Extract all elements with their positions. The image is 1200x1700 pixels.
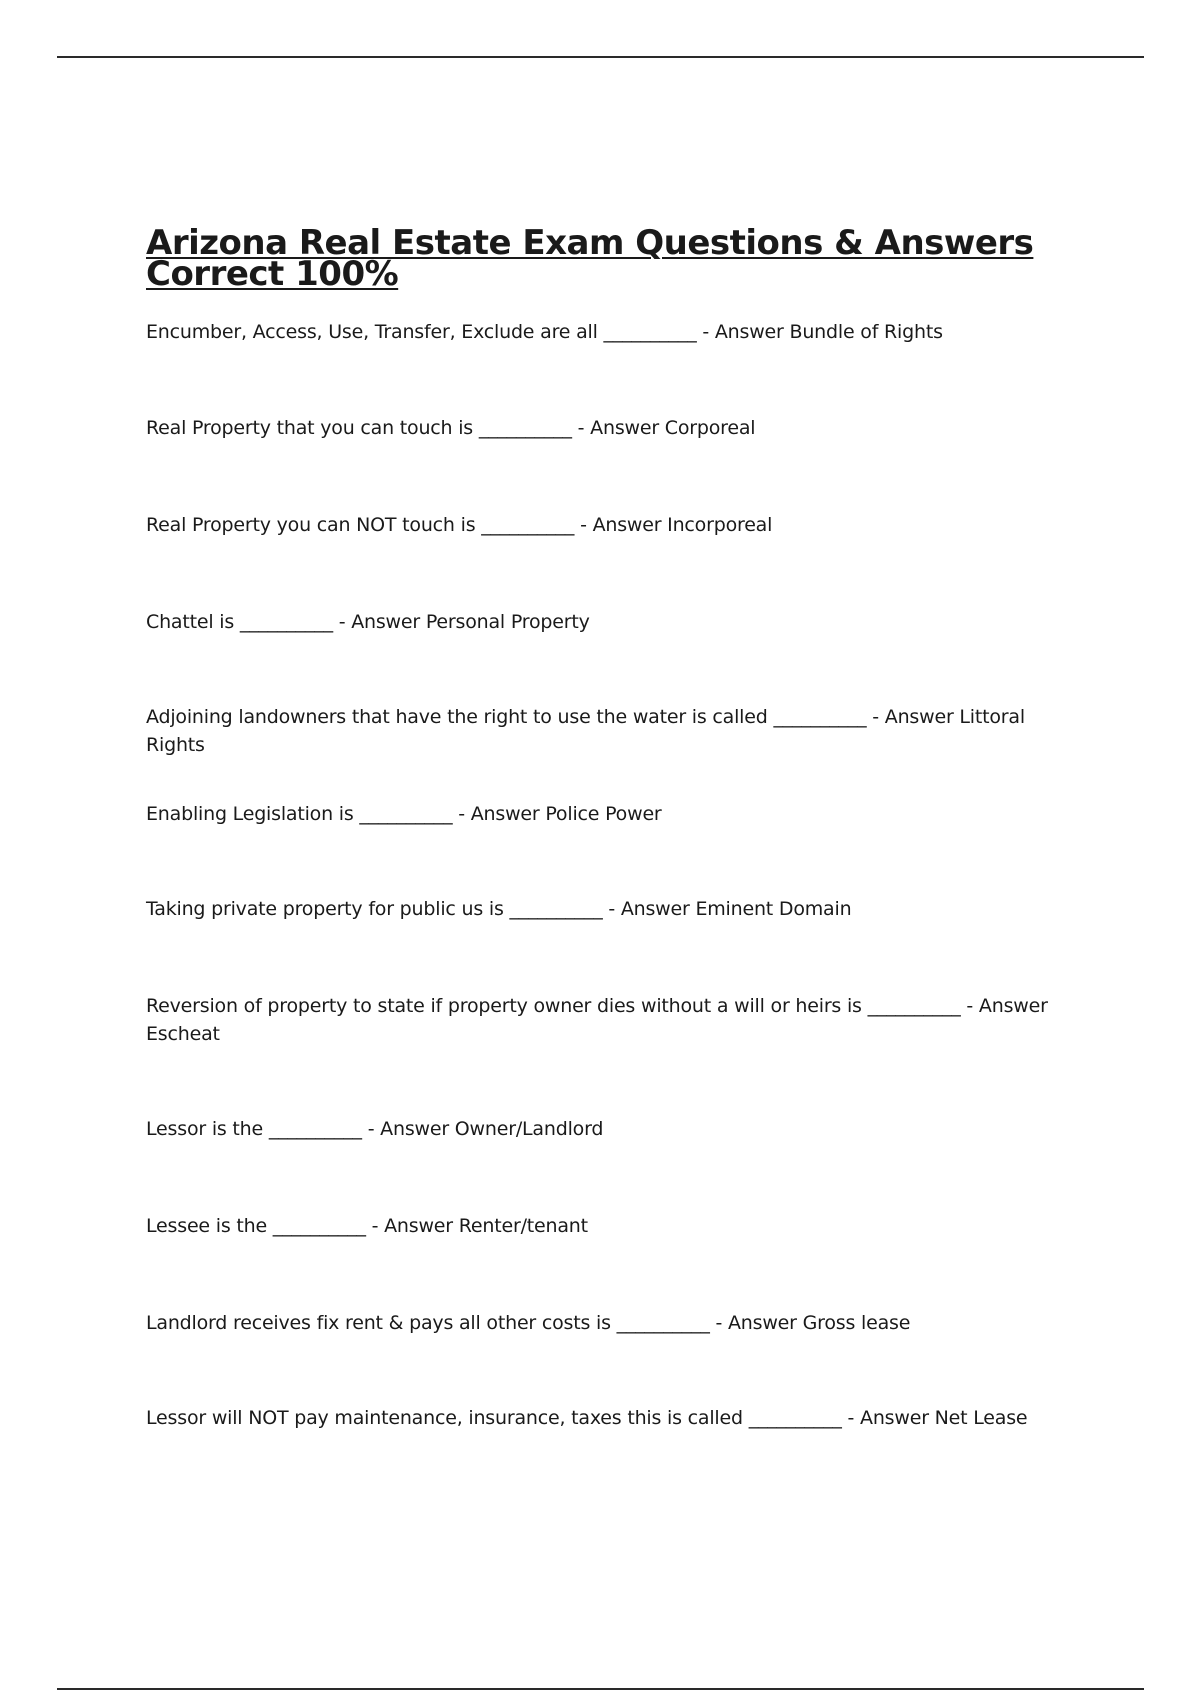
- header-rule: [57, 56, 1144, 58]
- qa-item-1: Encumber, Access, Use, Transfer, Exclude are all __________ - Answer Bundle of Rights: [146, 321, 943, 343]
- qa-item-7: Taking private property for public us is __________ - Answer Eminent Domain: [146, 898, 852, 920]
- document-title: Arizona Real Estate Exam Questions & Answers Correct 100%: [146, 223, 1034, 294]
- qa-item-5: Adjoining landowners that have the right to use the water is called __________ - Answer Littoral Rights: [146, 706, 1025, 756]
- footer-rule: [57, 1688, 1144, 1690]
- qa-item-12: Lessor will NOT pay maintenance, insurance, taxes this is called __________ - Answer Net Lease: [146, 1407, 1028, 1429]
- qa-item-8: Reversion of property to state if property owner dies without a will or heirs is __________ - Answer Escheat: [146, 995, 1048, 1045]
- qa-item-10: Lessee is the __________ - Answer Renter/tenant: [146, 1215, 588, 1237]
- qa-item-2: Real Property that you can touch is __________ - Answer Corporeal: [146, 417, 756, 439]
- qa-item-9: Lessor is the __________ - Answer Owner/Landlord: [146, 1118, 604, 1140]
- qa-item-3: Real Property you can NOT touch is __________ - Answer Incorporeal: [146, 514, 773, 536]
- qa-item-6: Enabling Legislation is __________ - Answer Police Power: [146, 803, 662, 825]
- qa-item-11: Landlord receives fix rent & pays all other costs is __________ - Answer Gross lease: [146, 1312, 911, 1334]
- qa-item-4: Chattel is __________ - Answer Personal Property: [146, 611, 590, 633]
